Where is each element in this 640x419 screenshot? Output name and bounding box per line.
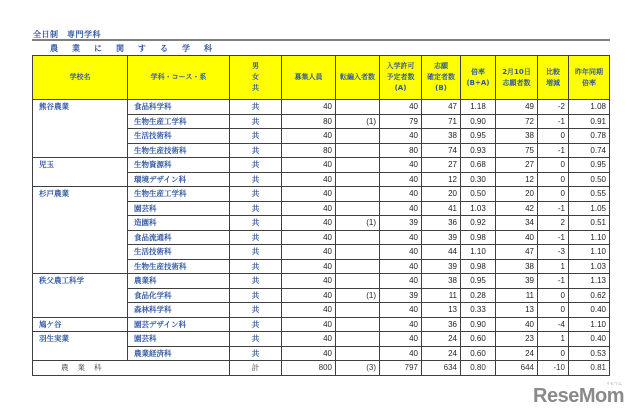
table-row: [33, 332, 610, 347]
transfer-cell: [336, 274, 380, 289]
lastyear-cell: 0.50: [569, 172, 610, 187]
ratio-cell: 0.98: [461, 230, 496, 245]
lastyear-cell: 1.13: [569, 274, 610, 289]
capacity-cell: 40: [282, 332, 336, 347]
lastyear-cell: 0.40: [569, 332, 610, 347]
ratio-cell: 0.30: [461, 172, 496, 187]
resemom-logo: ReseMom: [533, 385, 624, 407]
applicants-cell: 47: [422, 100, 461, 115]
sex-cell: 共: [230, 129, 282, 144]
feb10-cell: 13: [496, 303, 538, 318]
applicants-cell: 13: [422, 303, 461, 318]
ratio-cell: 0.90: [461, 317, 496, 332]
diff-cell: -3: [538, 245, 569, 260]
ratio-cell: 0.92: [461, 216, 496, 231]
sex-cell: 共: [230, 216, 282, 231]
capacity-cell: 80: [282, 143, 336, 158]
diff-cell: 1: [538, 332, 569, 347]
sex-cell: 共: [230, 230, 282, 245]
admit-cell: 79: [380, 114, 422, 129]
lastyear-cell: 0.74: [569, 143, 610, 158]
course-name: 造園科: [128, 216, 230, 231]
applicants-cell: 27: [422, 158, 461, 173]
transfer-cell: [336, 317, 380, 332]
sex-cell: 共: [230, 259, 282, 274]
admit-cell: 80: [380, 143, 422, 158]
admit-cell: 40: [380, 172, 422, 187]
applicants-cell: 24: [422, 332, 461, 347]
course-name: 生活技術科: [128, 129, 230, 144]
course-name: 食品科学科: [128, 100, 230, 115]
admit-cell: 40: [380, 201, 422, 216]
applicants-cell: 41: [422, 201, 461, 216]
capacity-cell: 40: [282, 172, 336, 187]
capacity-cell: 40: [282, 230, 336, 245]
admissions-table: [32, 55, 610, 376]
course-name: 生物生産技術科: [128, 143, 230, 158]
transfer-cell: [336, 201, 380, 216]
sex-cell: 共: [230, 274, 282, 289]
ratio-cell: 0.98: [461, 259, 496, 274]
diff-cell: 0: [538, 158, 569, 173]
table-row: [33, 187, 610, 202]
course-name: 園芸科: [128, 332, 230, 347]
applicants-cell: 36: [422, 317, 461, 332]
header-transfer: 転編入者数: [336, 56, 380, 100]
course-name: 生物生産工学科: [128, 187, 230, 202]
total-capacity: 800: [282, 361, 336, 376]
admit-cell: 40: [380, 245, 422, 260]
total-ratio: 0.80: [461, 361, 496, 376]
total-admit: 797: [380, 361, 422, 376]
sex-cell: 共: [230, 114, 282, 129]
applicants-cell: 44: [422, 245, 461, 260]
header-capacity: 募集人員: [282, 56, 336, 100]
applicants-cell: 38: [422, 129, 461, 144]
capacity-cell: 40: [282, 201, 336, 216]
admit-cell: 40: [380, 317, 422, 332]
divider: [32, 39, 610, 41]
transfer-cell: [336, 172, 380, 187]
admit-cell: 40: [380, 346, 422, 361]
table-header-row: [33, 56, 610, 100]
lastyear-cell: 1.10: [569, 245, 610, 260]
total-row: [33, 361, 610, 376]
transfer-cell: [336, 100, 380, 115]
diff-cell: -4: [538, 317, 569, 332]
feb10-cell: 40: [496, 230, 538, 245]
lastyear-cell: 0.78: [569, 129, 610, 144]
header-school: 学校名: [33, 56, 128, 100]
lastyear-cell: 1.10: [569, 317, 610, 332]
header-admit: 入学許可 予定者数 (A): [380, 56, 422, 100]
ratio-cell: 0.93: [461, 143, 496, 158]
diff-cell: -1: [538, 201, 569, 216]
feb10-cell: 20: [496, 187, 538, 202]
course-name: 食品化学科: [128, 288, 230, 303]
capacity-cell: 40: [282, 158, 336, 173]
lastyear-cell: 0.95: [569, 158, 610, 173]
school-name: 杉戸農業: [33, 187, 128, 274]
feb10-cell: 75: [496, 143, 538, 158]
ratio-cell: 0.68: [461, 158, 496, 173]
diff-cell: -1: [538, 114, 569, 129]
transfer-cell: [336, 346, 380, 361]
header-diff: 比較 増減: [538, 56, 569, 100]
transfer-cell: [336, 129, 380, 144]
total-feb10: 644: [496, 361, 538, 376]
sex-cell: 共: [230, 201, 282, 216]
admit-cell: 40: [380, 187, 422, 202]
school-name: 羽生実業: [33, 332, 128, 361]
applicants-cell: 24: [422, 346, 461, 361]
course-name: 環境デザイン科: [128, 172, 230, 187]
diff-cell: -1: [538, 230, 569, 245]
admit-cell: 39: [380, 288, 422, 303]
sex-cell: 共: [230, 288, 282, 303]
total-label: 農業科: [33, 361, 230, 376]
course-name: 園芸科: [128, 201, 230, 216]
ratio-cell: 0.33: [461, 303, 496, 318]
ratio-cell: 0.60: [461, 332, 496, 347]
feb10-cell: 49: [496, 100, 538, 115]
sex-cell: 共: [230, 100, 282, 115]
ratio-cell: 0.95: [461, 274, 496, 289]
ratio-cell: 0.60: [461, 346, 496, 361]
course-name: 食品流通科: [128, 230, 230, 245]
capacity-cell: 40: [282, 100, 336, 115]
capacity-cell: 40: [282, 129, 336, 144]
capacity-cell: 40: [282, 288, 336, 303]
feb10-cell: 27: [496, 158, 538, 173]
course-name: 生物生産技術科: [128, 259, 230, 274]
sex-cell: 共: [230, 172, 282, 187]
course-name: 生活技術科: [128, 245, 230, 260]
school-name: 鳩ケ谷: [33, 317, 128, 332]
ratio-cell: 0.90: [461, 114, 496, 129]
ratio-cell: 0.28: [461, 288, 496, 303]
transfer-cell: [336, 332, 380, 347]
page-subtitle: 全日制 専門学科: [33, 30, 101, 39]
capacity-cell: 40: [282, 303, 336, 318]
capacity-cell: 40: [282, 245, 336, 260]
sex-cell: 共: [230, 158, 282, 173]
applicants-cell: 11: [422, 288, 461, 303]
applicants-cell: 39: [422, 259, 461, 274]
admit-cell: 40: [380, 158, 422, 173]
school-name: 児玉: [33, 158, 128, 187]
admit-cell: 40: [380, 230, 422, 245]
ratio-cell: 1.18: [461, 100, 496, 115]
course-name: 園芸デザイン科: [128, 317, 230, 332]
feb10-cell: 42: [496, 201, 538, 216]
diff-cell: -2: [538, 100, 569, 115]
diff-cell: 2: [538, 216, 569, 231]
sex-cell: 共: [230, 303, 282, 318]
feb10-cell: 34: [496, 216, 538, 231]
table-row: [33, 158, 610, 173]
applicants-cell: 39: [422, 230, 461, 245]
transfer-cell: (1): [336, 216, 380, 231]
sex-cell: 共: [230, 346, 282, 361]
lastyear-cell: 1.08: [569, 100, 610, 115]
course-name: 農業科: [128, 274, 230, 289]
diff-cell: 0: [538, 303, 569, 318]
header-course: 学科・コース・系: [128, 56, 230, 100]
transfer-cell: [336, 143, 380, 158]
admit-cell: 40: [380, 100, 422, 115]
feb10-cell: 40: [496, 317, 538, 332]
ratio-cell: 1.03: [461, 201, 496, 216]
feb10-cell: 72: [496, 114, 538, 129]
feb10-cell: 23: [496, 332, 538, 347]
course-name: 森林科学科: [128, 303, 230, 318]
table-row: [33, 100, 610, 115]
total-applicants: 634: [422, 361, 461, 376]
applicants-cell: 74: [422, 143, 461, 158]
header-ratio: 倍率 (B÷A): [461, 56, 496, 100]
transfer-cell: [336, 187, 380, 202]
feb10-cell: 38: [496, 129, 538, 144]
diff-cell: 1: [538, 259, 569, 274]
header-applicants: 志願 確定者数 (B): [422, 56, 461, 100]
capacity-cell: 80: [282, 114, 336, 129]
capacity-cell: 40: [282, 187, 336, 202]
ratio-cell: 0.50: [461, 187, 496, 202]
transfer-cell: [336, 303, 380, 318]
diff-cell: -1: [538, 274, 569, 289]
applicants-cell: 38: [422, 274, 461, 289]
lastyear-cell: 0.62: [569, 288, 610, 303]
header-lastyear: 昨年同期 倍率: [569, 56, 610, 100]
feb10-cell: 39: [496, 274, 538, 289]
course-name: 生物生産工学科: [128, 114, 230, 129]
feb10-cell: 47: [496, 245, 538, 260]
lastyear-cell: 1.10: [569, 230, 610, 245]
capacity-cell: 40: [282, 317, 336, 332]
capacity-cell: 40: [282, 274, 336, 289]
lastyear-cell: 0.53: [569, 346, 610, 361]
sex-cell: 共: [230, 332, 282, 347]
capacity-cell: 40: [282, 259, 336, 274]
diff-cell: 0: [538, 172, 569, 187]
total-lastyear: 0.81: [569, 361, 610, 376]
lastyear-cell: 1.05: [569, 201, 610, 216]
feb10-cell: 24: [496, 346, 538, 361]
transfer-cell: [336, 158, 380, 173]
total-diff: -10: [538, 361, 569, 376]
admit-cell: 40: [380, 332, 422, 347]
lastyear-cell: 0.51: [569, 216, 610, 231]
applicants-cell: 36: [422, 216, 461, 231]
diff-cell: 0: [538, 129, 569, 144]
ratio-cell: 1.10: [461, 245, 496, 260]
admit-cell: 40: [380, 274, 422, 289]
table-row: [33, 317, 610, 332]
header-feb10: 2月10日 志願者数: [496, 56, 538, 100]
lastyear-cell: 0.91: [569, 114, 610, 129]
total-transfer: (3): [336, 361, 380, 376]
admit-cell: 40: [380, 303, 422, 318]
total-sex-cell: 計: [230, 361, 282, 376]
transfer-cell: (1): [336, 288, 380, 303]
sex-cell: 共: [230, 187, 282, 202]
sex-cell: 共: [230, 317, 282, 332]
diff-cell: 0: [538, 187, 569, 202]
section-title: 農業に関する学科: [50, 44, 226, 53]
diff-cell: -1: [538, 143, 569, 158]
diff-cell: 0: [538, 288, 569, 303]
transfer-cell: [336, 245, 380, 260]
transfer-cell: (1): [336, 114, 380, 129]
table-row: [33, 274, 610, 289]
lastyear-cell: 0.55: [569, 187, 610, 202]
header-sex: 男 女 共: [230, 56, 282, 100]
capacity-cell: 40: [282, 346, 336, 361]
sex-cell: 共: [230, 245, 282, 260]
applicants-cell: 12: [422, 172, 461, 187]
watermark-kana: リセマム: [606, 381, 622, 386]
diff-cell: 0: [538, 346, 569, 361]
ratio-cell: 0.95: [461, 129, 496, 144]
school-name: 秩父農工科学: [33, 274, 128, 318]
feb10-cell: 11: [496, 288, 538, 303]
lastyear-cell: 1.03: [569, 259, 610, 274]
transfer-cell: [336, 230, 380, 245]
admit-cell: 39: [380, 216, 422, 231]
admit-cell: 40: [380, 129, 422, 144]
applicants-cell: 71: [422, 114, 461, 129]
feb10-cell: 38: [496, 259, 538, 274]
admit-cell: 40: [380, 259, 422, 274]
school-name: 熊谷農業: [33, 100, 128, 158]
transfer-cell: [336, 259, 380, 274]
course-name: 農業経済科: [128, 346, 230, 361]
feb10-cell: 12: [496, 172, 538, 187]
lastyear-cell: 0.40: [569, 303, 610, 318]
course-name: 生物資源科: [128, 158, 230, 173]
applicants-cell: 20: [422, 187, 461, 202]
sex-cell: 共: [230, 143, 282, 158]
capacity-cell: 40: [282, 216, 336, 231]
